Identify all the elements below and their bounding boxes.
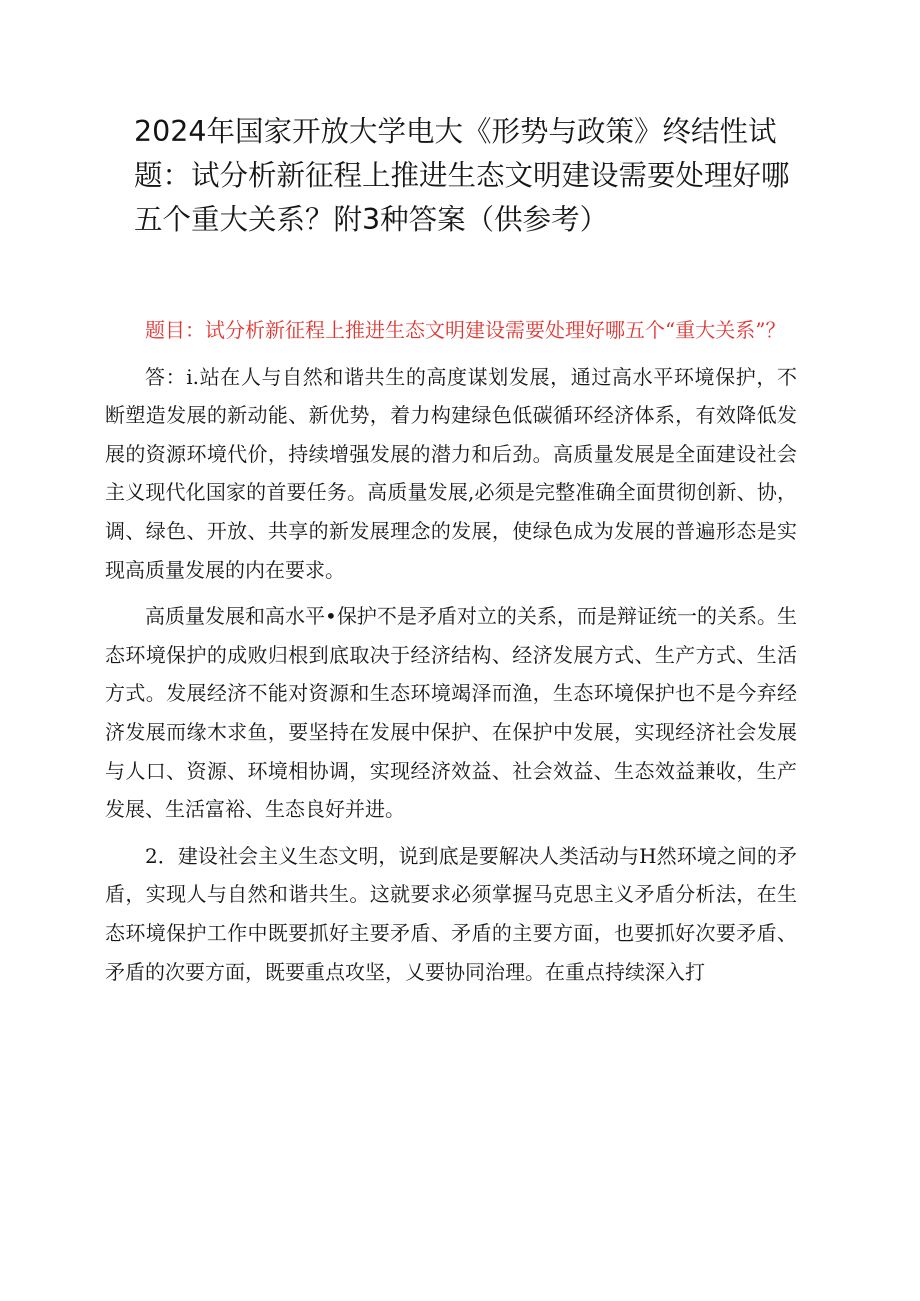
- answer-paragraph-3: 2．建设社会主义生态文明，说到底是要解决人类活动与H然环境之间的矛盾，实现人与自然和谐共生。这就要求必须掌握马克思主义矛盾分析法，在生态环境保护工作中既要抓好主要矛盾、矛盾的主要方面，也要抓好次要矛盾、矛盾的次要方面，既要重点攻坚，乂要协同治理。在重点持续深入打: [105, 843, 797, 984]
- answer-paragraph-1: 答：i.站在人与自然和谐共生的高度谋划发展，通过高水平环境保护，不断塑造发展的新动能、新优势，着力构建绿色低碳循环经济体系，有效降低发展的资源环境代价，持续增强发展的潜力和后劲。高质量发展是全面建设社会主义现代化国家的首要任务。高质量发展,必须是完整准确全面贯彻创新、协，调、绿色、开放、共享的新发展理念的发展，使绿色成为发展的普遍形态是实现高质量发展的内在要求。: [105, 364, 797, 582]
- question-text: 题目：试分析新征程上推进生态文明建设需要处理好哪五个“重大关系”？: [145, 318, 786, 342]
- document-title: 2024年国家开放大学电大《形势与政策》终结性试题：试分析新征程上推进生态文明建设需要处理好哪五个重大关系？附3种答案（供参考）: [134, 115, 790, 236]
- answer-paragraph-2: 高质量发展和高水平•保护不是矛盾对立的关系，而是辩证统一的关系。生态环境保护的成败归根到底取决于经济结构、经济发展方式、生产方式、生活方式。发展经济不能对资源和生态环境竭泽而渔，生态环境保护也不是今弃经济发展而缘木求鱼，要坚持在发展中保护、在保护中发展，实现经济社会发展与人口、资源、环境相协调，实现经济效益、社会效益、生态效益兼收，生产发展、生活富裕、生态良好并进。: [105, 604, 797, 822]
- document-body: [105, 311, 797, 999]
